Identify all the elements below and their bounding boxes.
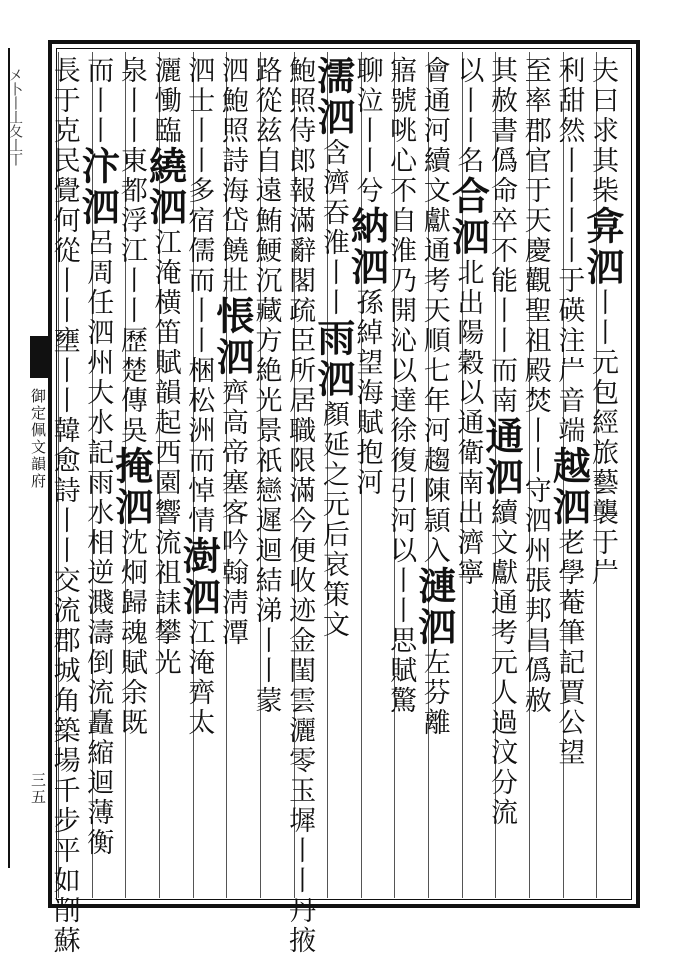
entry-text: 泗 <box>216 56 248 86</box>
entry-text: 江淹横笛賦韻起西園響流 <box>149 228 181 558</box>
adjacent-page-text: 㐅卜丨丄夂丄丅 <box>7 68 23 166</box>
entry-text: 淮乃開沁以達徐復引河以丨丨 <box>385 236 417 626</box>
entry-headword: 掩泗 <box>108 446 154 528</box>
entry-text: 會通河 <box>418 56 450 146</box>
entry-text: 鮑照侍郎報滿辭閣疏臣所居職限滿今便收迹金閨雲 <box>284 56 316 716</box>
entry-text: 灑零玉墀丨丨丹掖 <box>284 716 316 956</box>
entry-text: 呂周任泗州大水記雨水相逆濺濤倒流矗縮迴薄衡 <box>82 228 114 858</box>
entry-text: 江淹齊太 <box>183 618 215 738</box>
text-column <box>411 52 462 898</box>
page-number: 三五 <box>29 772 47 806</box>
text-column <box>75 52 126 898</box>
entry-text: 而丨丨梱松洲而悼情 <box>183 266 215 536</box>
entry-text: 孫綽望海賦抱河 <box>351 288 383 498</box>
entry-text: 續文獻通考元人過汶分流 <box>486 498 518 828</box>
entry-headword: 繞泗 <box>142 146 188 228</box>
text-column <box>284 52 328 956</box>
text-column <box>546 52 597 898</box>
entry-text: 泉丨丨東都浮江丨丨歷楚傳吳 <box>115 56 147 446</box>
entry-text: 利甜然丨丨 <box>553 56 585 206</box>
text-column <box>344 52 395 898</box>
adjacent-page-fragment <box>0 48 28 868</box>
text-column <box>385 52 428 898</box>
text-columns <box>48 52 630 956</box>
entry-headword: 汴泗 <box>75 146 121 228</box>
text-column <box>142 52 193 898</box>
entry-text: 顏延之元后哀策文 <box>317 400 349 640</box>
text-column <box>48 52 92 956</box>
entry-text: 左芬離 <box>418 648 450 738</box>
entry-text: 思賦驚 <box>385 626 417 716</box>
entry-headword: 漣泗 <box>411 566 457 648</box>
text-column <box>445 52 496 898</box>
text-column <box>579 52 630 898</box>
entry-headword: 越泗 <box>546 446 592 528</box>
entry-headword: 澍泗 <box>176 536 222 618</box>
entry-headword: 雨泗 <box>310 318 356 400</box>
entry-headword: 納泗 <box>344 206 390 288</box>
entry-text: 路從兹自遠鮪鯁沉藏方絶光景祇戀遲迴結涕丨丨 <box>250 56 282 686</box>
entry-headword: 濡泗 <box>310 56 356 138</box>
entry-text: 含濟吞淮丨丨 <box>317 138 349 318</box>
text-column <box>250 52 294 898</box>
text-column <box>176 52 227 898</box>
entry-text: 而丨丨 <box>82 56 114 146</box>
book-title: 御定佩文韻府 <box>29 388 47 490</box>
entry-text: 泗士丨丨多宿儒 <box>183 56 215 266</box>
entry-text: 北出陽穀以通衛南出濟寧 <box>452 258 484 588</box>
entry-text: 祖誄攀光 <box>149 558 181 678</box>
entry-text: 夫曰求其柴 <box>586 56 618 206</box>
entry-text: 寤號咷心不自 <box>385 56 417 236</box>
entry-text: 齊高帝塞客吟翰淸潭 <box>216 378 248 648</box>
text-column <box>519 52 563 898</box>
entry-text: 丨丨于碤注屵音端 <box>553 206 585 446</box>
entry-text: 丨丨壅丨丨韓愈詩丨丨交流郡城角築場千步平如削蘇 <box>48 266 80 956</box>
entry-text: 鮑照詩海岱饒壯 <box>216 86 248 296</box>
entry-text: 沈炯歸魂賦余既 <box>115 528 147 738</box>
entry-text: 續文獻通考天順七年河趨陳頴入 <box>418 146 450 566</box>
entry-headword: 通泗 <box>479 416 525 498</box>
entry-headword: 弇泗 <box>579 206 625 288</box>
entry-text: 丨丨元包經旅藝襲于屵 <box>586 288 618 588</box>
entry-text: 長于克民覺何從 <box>48 56 80 266</box>
text-column <box>479 52 529 898</box>
entry-headword: 悵泗 <box>209 296 255 378</box>
entry-text: 其赦書僞命卒不能丨丨而南 <box>486 56 518 416</box>
entry-headword: 合泗 <box>445 176 491 258</box>
text-column <box>108 52 159 898</box>
entry-text: 丨丨守泗州張邦昌僞赦 <box>519 416 551 716</box>
entry-text: 以丨丨名 <box>452 56 484 176</box>
entry-text: 聊泣丨丨兮 <box>351 56 383 206</box>
entry-text: 老學菴筆記賈公望 <box>553 528 585 768</box>
entry-text: 蒙 <box>250 686 282 716</box>
adjacent-page-border <box>8 48 10 868</box>
text-column <box>209 52 260 898</box>
text-column <box>310 52 361 898</box>
entry-text: 至率郡官于天慶觀聖祖殿焚 <box>519 56 551 416</box>
entry-text: 灑慟臨 <box>149 56 181 146</box>
